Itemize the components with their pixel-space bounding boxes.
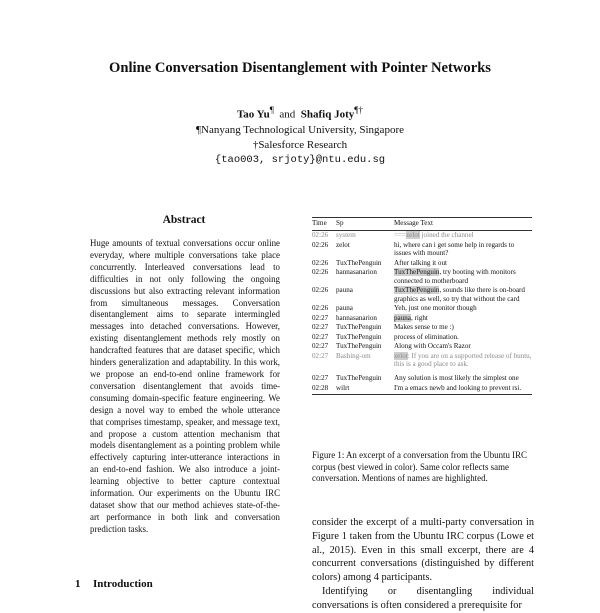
message-body: , try booting with monitors connected to motherboard: [394, 268, 516, 285]
affiliation-2: †Salesforce Research: [252, 138, 348, 151]
message-text: [394, 258, 532, 268]
body-text-right: [312, 516, 534, 613]
name-mention: TuxThePenguin: [394, 286, 440, 294]
figure-caption: Figure 1: An excerpt of a conversation from the Ubuntu IRC corpus (best viewed in color). Same color reflects same conversation. Mentions of names are highlighted.: [312, 450, 527, 484]
header-message: Message Text: [394, 218, 532, 231]
message-speaker: TuxThePenguin: [336, 342, 382, 350]
paragraph-2: Identifying or disentangling individual conversations is often considered a prerequisite for: [312, 585, 534, 611]
message-text: [394, 323, 532, 333]
abstract-text: Huge amounts of textual conversations occur online everyday, where multiple conversations take place concurrently. Interleaved conversations lead to difficulties in not only following the ongoing discussions but also extracting relevant information from simultaneous messages. Conversation disentanglement aims to separate intermingled messages into detached conversations. However, existing disentanglement methods rely mostly on handcrafted features that are dataset specific, which hinders generalization and adaptability. In this work, we propose an end-to-end online framework for conversation disentanglement that avoids time-consuming domain-specific feature engineering. We design a novel way to embed the whole utterance that comprises timestamp, speaker, and message text, and propose a custom attention mechanism that models disentanglement as a pointing problem while effectively capturing inter-utterance interactions in an end-to-end fashion. We also introduce a joint-learning objective to better capture contextual information. Our experiments on the Ubuntu IRC dataset show that our method achieves state-of-the-art performance in both link and conversation prediction tasks.: [90, 238, 280, 534]
name-mention: zelot: [394, 351, 408, 360]
author-2-name: Shafiq Joty: [300, 108, 355, 121]
table-row: [312, 304, 532, 314]
message-time: 02:26: [312, 258, 329, 267]
message-prefix: ===: [394, 231, 407, 239]
message-text: [394, 240, 532, 258]
message-speaker: TuxThePenguin: [336, 258, 382, 267]
table-row: [312, 230, 532, 240]
section-title: Introduction: [93, 578, 153, 590]
message-body: joined the channel: [419, 231, 474, 239]
message-time: 02:26: [312, 286, 329, 294]
message-text: [394, 342, 532, 352]
abstract-heading: Abstract: [162, 214, 206, 226]
table-row: [312, 351, 532, 369]
name-mention: pauna: [394, 313, 411, 322]
message-speaker: zelot: [336, 240, 350, 249]
message-time: 02:27: [312, 332, 329, 341]
author-1-mark: ¶: [269, 105, 274, 115]
table-row: [312, 369, 532, 383]
paper-title: Online Conversation Disentanglement with Pointer Networks: [109, 60, 491, 76]
message-time: 02:27: [312, 342, 329, 350]
message-body: , right: [410, 313, 428, 322]
table-row: [312, 313, 532, 323]
message-body: Along with Occam's Razor: [394, 342, 471, 350]
message-body: , sounds like there is on-board graphics as well, so try that without the card: [394, 286, 525, 303]
author-email: {tao003, srjoty}@ntu.edu.sg: [214, 153, 386, 166]
message-text: [394, 369, 532, 383]
affiliation-1: ¶Nanyang Technological University, Singapore: [196, 123, 404, 136]
message-speaker: TuxThePenguin: [336, 332, 382, 341]
message-time: 02:28: [312, 383, 336, 395]
table-body: [312, 230, 532, 395]
table-row: [312, 332, 532, 342]
message-speaker: hannasanarion: [336, 313, 377, 322]
message-body: After talking it out: [394, 258, 447, 267]
author-names: [0, 103, 600, 123]
author-1-name: Tao Yu: [236, 108, 270, 121]
table-row: [312, 268, 532, 286]
message-speaker: system: [336, 231, 356, 239]
message-time: 02:27: [312, 323, 329, 331]
message-body: Yeh, just one monitor though: [394, 304, 477, 312]
message-speaker: TuxThePenguin: [336, 374, 382, 382]
message-body: Any solution is most likely the simplest one: [394, 374, 519, 382]
table-header-row: [312, 218, 532, 231]
message-text: [394, 286, 532, 304]
message-time: 02:26: [312, 231, 329, 239]
name-mention: TuxThePenguin: [394, 268, 440, 276]
message-text: [394, 268, 532, 286]
message-text: [394, 383, 532, 395]
table-row: [312, 383, 532, 395]
table-row: [312, 342, 532, 352]
message-body: Makes sense to me :): [394, 323, 454, 331]
message-speaker: hannasanarion: [336, 268, 377, 276]
conversation-excerpt-table: [312, 217, 532, 395]
message-body: hi, where can i get some help in regards to issues with mount?: [394, 240, 515, 257]
section-heading-introduction: [75, 578, 153, 590]
message-text: [394, 313, 532, 323]
message-speaker: Bashing-om: [336, 351, 371, 360]
message-body: : If you are on a supported release of buntu, this is a good place to ask.: [394, 351, 532, 368]
name-mention: zelot: [406, 231, 420, 239]
author-block: [0, 103, 600, 168]
header-time: Time: [312, 218, 336, 231]
header-speaker: Sp: [336, 218, 394, 231]
message-time: 02:26: [312, 304, 329, 312]
table-row: [312, 258, 532, 268]
message-time: 02:26: [312, 240, 329, 249]
table-row: [312, 286, 532, 304]
section-number: 1: [75, 578, 81, 590]
message-text: [394, 304, 532, 314]
message-body: I'm a emacs newb and looking to prevent rsi.: [394, 383, 522, 392]
message-speaker: TuxThePenguin: [336, 323, 382, 331]
message-time: 02:27: [312, 351, 329, 360]
table-row: [312, 323, 532, 333]
author-2-mark: ¶†: [354, 105, 363, 115]
message-time: 02:27: [312, 374, 329, 382]
table-row: [312, 240, 532, 258]
message-speaker: wilrt: [336, 383, 394, 395]
author-and: and: [279, 108, 296, 121]
message-body: process of elimination.: [394, 332, 459, 341]
message-speaker: pauna: [336, 286, 353, 294]
message-speaker: pauna: [336, 304, 353, 312]
message-text: [394, 351, 532, 369]
message-time: 02:26: [312, 268, 329, 276]
message-text: [394, 332, 532, 342]
paragraph-1: consider the excerpt of a multi-party conversation in Figure 1 taken from the Ubuntu IRC corpus (Lowe et al., 2015). Even in this small excerpt, there are 4 concurrent conversations (distinguished by different colors) among 4 participants.: [312, 517, 534, 584]
message-time: 02:27: [312, 313, 329, 322]
message-text: [394, 230, 532, 240]
